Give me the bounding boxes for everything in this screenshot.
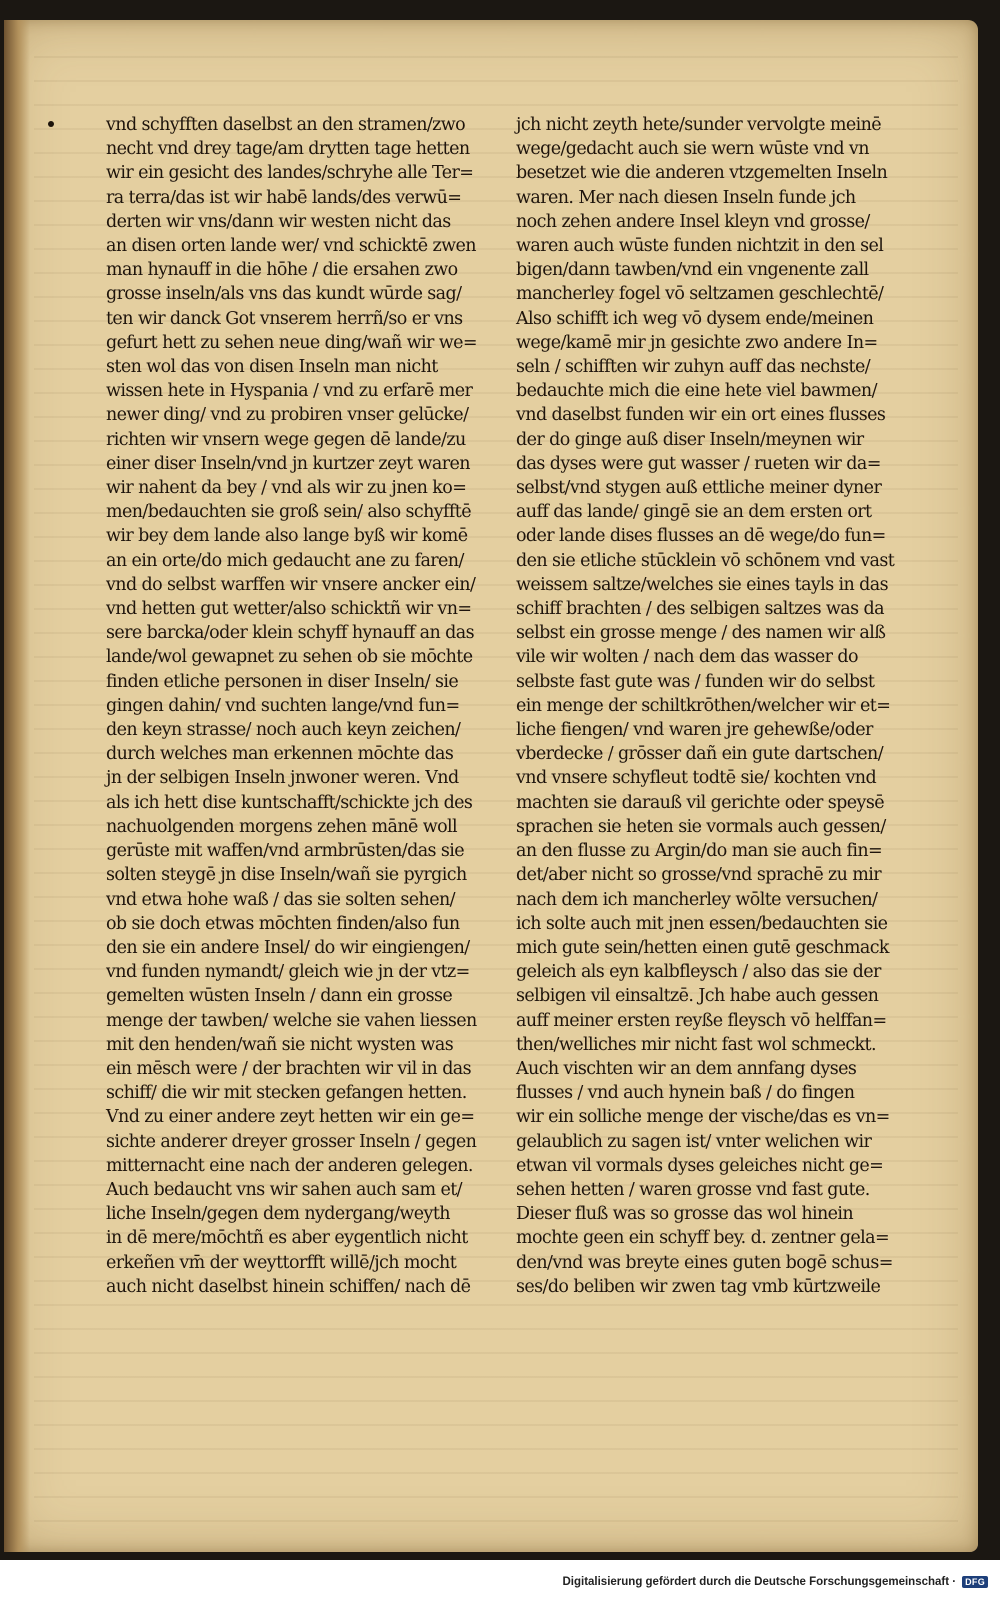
text-line: liche fiengen/ vnd waren jre gehewße/oder [516, 720, 873, 741]
text-line: Dieser fluß was so grosse das wol hinein [516, 1204, 854, 1225]
text-line: an ein orte/do mich gedaucht ane zu faren/ [106, 550, 464, 571]
text-line: vile wir wolten / nach dem das wasser do [516, 647, 858, 668]
text-line: schiff/ die wir mit stecken gefangen hetten. [106, 1083, 467, 1104]
text-line: then/welliches mir nicht fast wol schmeckt. [516, 1034, 876, 1055]
text-line: liche Inseln/gegen dem nydergang/weyth [106, 1204, 450, 1225]
text-line: etwan vil vormals dyses geleiches nicht ge= [516, 1155, 884, 1176]
text-line: der do ginge auß diser Inseln/meynen wir [516, 429, 864, 450]
text-line: solten steygē jn dise Inseln/wañ sie pyrgich [106, 865, 467, 886]
text-line: sichte anderer dreyer grosser Inseln / gegen [106, 1131, 477, 1152]
text-line: noch zehen andere Insel kleyn vnd grosse/ [516, 211, 870, 232]
text-line: auff meiner ersten reyße fleysch vō helffan= [516, 1010, 887, 1031]
text-line: vberdecke / grōsser dañ ein gute dartschen/ [516, 744, 883, 765]
text-line: ses/do beliben wir zwen tag vmb kūrtzweile [516, 1276, 881, 1297]
text-line: lande/wol gewapnet zu sehen ob sie mōchte [106, 647, 473, 668]
text-line: sere barcka/oder klein schyff hynauff an das [106, 623, 474, 644]
text-line: wir ein gesicht des landes/schryhe alle Ter= [106, 163, 474, 184]
text-line: necht vnd drey tage/am drytten tage hetten [106, 139, 470, 160]
text-line: newer ding/ vnd zu probiren vnser gelūcke/ [106, 405, 469, 426]
text-line: an disen orten lande wer/ vnd schicktē zwen [106, 236, 476, 257]
text-line: sprachen sie heten sie vormals auch gessen/ [516, 816, 886, 837]
text-line: Also schifft ich weg vō dysem ende/meinen [516, 308, 874, 329]
text-line: Auch vischten wir an dem annfang dyses [516, 1058, 857, 1079]
text-line: ten wir danck Got vnserem herrñ/so er vns [106, 308, 463, 329]
text-line: als ich hett dise kuntschafft/schickte jch des [106, 792, 473, 813]
text-line: jch nicht zeyth hete/sunder vervolgte meinē [516, 115, 882, 135]
text-line: seln / schifften wir zuhyn auff das nechste/ [516, 357, 871, 378]
text-line: mochte geen ein schyff bey. d. zentner gela= [516, 1228, 890, 1249]
text-line: in dē mere/mōchtñ es aber eygentlich nicht [106, 1228, 468, 1249]
text-line: sten wol das von disen Inseln man nicht [106, 357, 438, 378]
text-line: wege/gedacht auch sie wern wūste vnd vn [516, 139, 869, 160]
text-line: besetzet wie die anderen vtzgemelten Inseln [516, 163, 888, 184]
text-line: den sie etliche stūcklein vō schōnem vnd vast [516, 550, 895, 571]
text-line: man hynauff in die hōhe / die ersahen zwo [106, 260, 458, 281]
text-line: durch welches man erkennen mōchte das [106, 744, 454, 765]
text-line: sehen hetten / waren grosse vnd fast gute. [516, 1179, 870, 1200]
text-line: Auch bedaucht vns wir sahen auch sam et/ [106, 1179, 462, 1200]
text-line: vnd hetten gut wetter/also schicktñ wir vn= [106, 599, 472, 620]
text-line: einer diser Inseln/vnd jn kurtzer zeyt waren [106, 453, 470, 474]
text-line: mich gute sein/hetten einen gutē geschmack [516, 937, 889, 958]
text-line: auff das lande/ gingē sie an dem ersten ort [516, 502, 872, 523]
text-line: oder lande dises flusses an dē wege/do fun= [516, 526, 886, 547]
text-line: den keyn strasse/ noch auch keyn zeichen/ [106, 720, 461, 741]
digitization-credit [562, 1576, 988, 1588]
dfg-logo: DFG [962, 1576, 988, 1588]
text-line: gelaublich zu sagen ist/ vnter welichen wir [516, 1131, 872, 1152]
text-line: erkeñen vm̄ der weyttorfft willē/jch mocht [106, 1252, 457, 1273]
text-line: waren. Mer nach diesen Inseln funde jch [516, 187, 856, 208]
credit-text: Digitalisierung gefördert durch die Deutsche Forschungsgemeinschaft · [562, 1576, 957, 1588]
text-line: gingen dahin/ vnd suchten lange/vnd fun= [106, 695, 460, 716]
text-line: nachuolgenden morgens zehen mānē woll [106, 816, 458, 837]
text-line: ich solte auch mit jnen essen/bedauchten sie [516, 913, 888, 934]
text-line: geleich als eyn kalbfleysch / also das sie der [516, 962, 881, 983]
text-line: den sie ein andere Insel/ do wir eingiengen/ [106, 937, 470, 958]
text-line: bigen/dann tawben/vnd ein vngenente zall [516, 260, 869, 281]
text-line: mitternacht eine nach der anderen gelegen. [106, 1155, 473, 1176]
text-line: den/vnd was breyte eines guten bogē schus= [516, 1252, 893, 1273]
text-line: Vnd zu einer andere zeyt hetten wir ein ge= [106, 1107, 475, 1128]
left-text-column [106, 113, 492, 1299]
text-line: wir ein solliche menge der vische/das es vn= [516, 1107, 890, 1128]
text-line: das dyses were gut wasser / rueten wir da= [516, 453, 881, 474]
text-line: men/bedauchten sie groß sein/ also schyfftē [106, 502, 471, 523]
text-line: vnd vnsere schyfleut todtē sie/ kochten vnd [516, 768, 877, 789]
ink-dot-mark [48, 121, 54, 127]
text-line: gerūste mit waffen/vnd armbrūsten/das sie [106, 841, 465, 862]
text-line: ein menge der schiltkrōthen/welcher wir et= [516, 695, 891, 716]
text-line: wir nahent da bey / vnd als wir zu jnen ko= [106, 478, 467, 499]
text-line: ob sie doch etwas mōchten finden/also fun [106, 913, 460, 934]
text-line: auch nicht daselbst hinein schiffen/ nach dē [106, 1276, 471, 1297]
text-line: vnd daselbst funden wir ein ort eines flusses [516, 405, 886, 426]
text-line: wege/kamē mir jn gesichte zwo andere In= [516, 332, 878, 353]
text-line: grosse inseln/als vns das kundt wūrde sag/ [106, 284, 462, 305]
text-line: selbigen vil einsaltzē. Jch habe auch gessen [516, 986, 879, 1007]
text-line: an den flusse zu Argin/do man sie auch fin= [516, 841, 883, 862]
text-line: gefurt hett zu sehen neue ding/wañ wir we= [106, 332, 477, 353]
text-line: jn der selbigen Inseln jnwoner weren. Vnd [106, 768, 459, 789]
text-line: selbste fast gute was / funden wir do selbst [516, 671, 875, 692]
text-line: ein mēsch were / der brachten wir vil in das [106, 1058, 472, 1079]
text-line: flusses / vnd auch hynein baß / do fingen [516, 1083, 855, 1104]
text-line: gemelten wūsten Inseln / dann ein grosse [106, 986, 453, 1007]
text-line: schiff brachten / des selbigen saltzes was da [516, 599, 884, 620]
page-gutter-shadow [4, 20, 30, 1552]
text-line: wissen hete in Hyspania / vnd zu erfarē mer [106, 381, 473, 402]
text-line: vnd etwa hohe waß / das sie solten sehen/ [106, 889, 455, 910]
text-line: derten wir vns/dann wir westen nicht das [106, 211, 451, 232]
text-line: nach dem ich mancherley wōlte versuchen/ [516, 889, 878, 910]
text-line: menge der tawben/ welche sie vahen liessen [106, 1010, 477, 1031]
text-line: det/aber nicht so grosse/vnd sprachē zu mir [516, 865, 882, 886]
right-text-column [516, 113, 896, 1299]
text-line: vnd do selbst warffen wir vnsere ancker ein/ [106, 574, 476, 595]
text-line: richten wir vnsern wege gegen dē lande/zu [106, 429, 466, 450]
text-line: mit den henden/wañ sie nicht wysten was [106, 1034, 454, 1055]
text-line: selbst ein grosse menge / des namen wir alß [516, 623, 886, 644]
text-line: ra terra/das ist wir habē lands/des verwū= [106, 187, 462, 208]
text-line: machten sie darauß vil gerichte oder speysē [516, 792, 884, 813]
text-line: mancherley fogel vō seltzamen geschlechtē/ [516, 284, 884, 305]
text-line: finden etliche personen in diser Inseln/ sie [106, 671, 459, 692]
text-line: vnd schyfften daselbst an den stramen/zwo [106, 115, 466, 135]
text-line: bedauchte mich die eine hete viel bawmen/ [516, 381, 877, 402]
text-line: wir bey dem lande also lange byß wir komē [106, 526, 468, 547]
text-line: vnd funden nymandt/ gleich wie jn der vtz= [106, 962, 470, 983]
text-line: selbst/vnd stygen auß ettliche meiner dyner [516, 478, 882, 499]
text-line: weissem saltze/welches sie eines tayls in das [516, 574, 888, 595]
text-line: waren auch wūste funden nichtzit in den sel [516, 236, 884, 257]
